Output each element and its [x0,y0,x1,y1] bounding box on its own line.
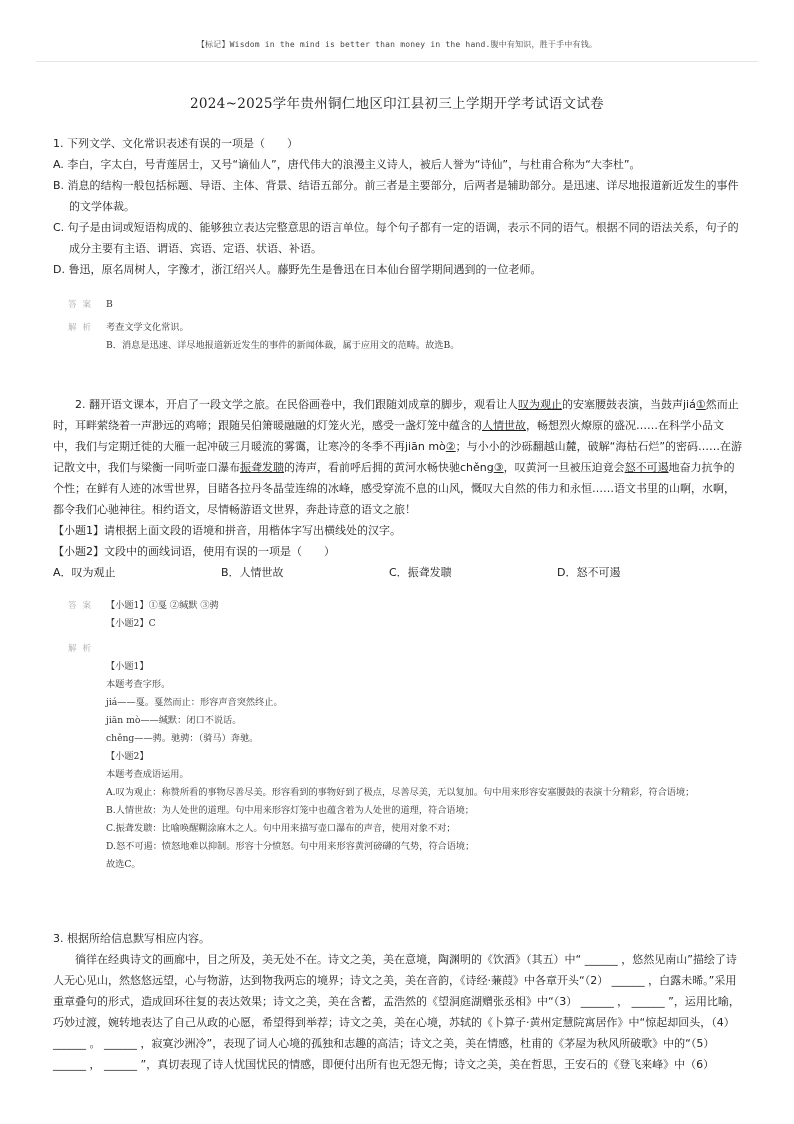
answer-value: B [106,299,113,310]
passage-text: ，畅想烈火燎原的盛况……在科学小品文中，我们与定期迁徙的大雁一起冲破三月暖流的雾霭，让寒冷的冬季不再jiān mò [53,419,724,453]
question-1-stem: 1. 下列文学、文化常识表述有误的一项是（ ） [53,137,298,150]
analysis-line: B．消息是迅速、详尽地报道新近发生的事件的新闻体裁，属于应用文的范畴。故选B。 [106,340,460,351]
analysis-label: 解析 [68,644,98,654]
page-title: 2024~2025学年贵州铜仁地区印江县初三上学期开学考试语文试卷 [190,96,604,112]
underlined-word: 怒不可遏 [624,461,669,474]
analysis-line: B.人情世故：为人处世的道理。句中用来形容灯笼中也蕴含着为人处世的道理，符合语境； [106,805,474,816]
passage-text: ，叹黄河一旦被压迫竟会 [503,461,625,474]
analysis-line: C.振聋发聩：比喻唤醒糊涂麻木之人。句中用来描写壶口瀑布的声音，使用对象不对； [106,823,456,834]
question-1-answer-block [68,296,728,362]
header-divider [36,61,758,62]
question-2-options [53,562,743,583]
answer-label: 答案 [68,300,98,310]
question-2 [53,394,743,583]
question-2-option-a: A．叹为观止 [53,566,116,579]
passage-text: 2. 翻开语文课本，开启了一段文学之旅。在民俗画卷中，我们跟随刘成章的脚步，观看让人 [75,398,518,411]
question-2-option-c: C．振聋发聩 [389,566,452,579]
underlined-word: 振聋发聩 [240,461,284,474]
analysis-line: 考查文学文化常识。 [106,322,189,333]
blank-marker: ③ [493,461,504,474]
passage-text: ；与小小的沙砾翻越山麓，破解“海枯石烂”的密码……在游记散文中，我们与梁衡一同听壶口瀑布 [53,440,743,474]
analysis-line: 故选C。 [106,859,141,870]
analysis-line: A.叹为观止：称赞所看的事物尽善尽美。形容看到的事物好到了极点，尽善尽美，无以复加。句中用来形容安塞腰鼓的表演十分精彩，符合语境； [106,787,695,798]
question-1-option-d: D. 鲁迅，原名周树人，字豫才，浙江绍兴人。藤野先生是鲁迅在日本仙台留学期间遇到的一位老师。 [53,263,542,276]
analysis-line: 本题考查字形。 [106,679,171,690]
analysis-line: chěng——骋。驰骋：（骑马）奔驰。 [106,733,259,744]
question-3 [53,928,743,1075]
answer-line: 【小题1】①戛 ②缄默 ③骋 [106,600,219,611]
question-3-stem: 3. 根据所给信息默写相应内容。 [53,932,210,945]
question-2-answer-block [68,597,728,897]
question-2-passage [53,394,743,520]
analysis-line: jiān mò——缄默：闭口不说话。 [106,715,242,726]
passage-text: 的涛声，看前呼后拥的黄河水畅快驰chěng [284,461,494,474]
question-1-option-b: B. 消息的结构一般包括标题、导语、主体、背景、结语五部分。前三者是主要部分，后两者是辅助部分。是迅速、详尽地报道新近发生的事件的文学体裁。 [53,179,739,213]
question-1 [53,133,743,280]
answer-line: 【小题2】C [106,618,156,629]
underlined-word: 叹为观止 [518,398,562,411]
analysis-line: 【小题1】 [106,661,149,672]
question-2-sub2: 【小题2】文段中的画线词语，使用有误的一项是（ ） [53,545,335,558]
question-2-sub1: 【小题1】请根据上面文段的语境和拼音，用楷体字写出横线处的汉字。 [53,524,401,537]
analysis-line: 本题考查成语运用。 [106,769,189,780]
question-2-option-b: B．人情世故 [221,566,284,579]
question-3-text: 徜徉在经典诗文的画廊中，目之所及，美无处不在。诗文之美，美在意境，陶渊明的《饮酒》（其五）中“ ______ ，悠然见南山”描绘了诗人无心见山，然悠悠远望，心与物游，达到物我两忘的境界；诗文之美，美在音韵，《诗经·蒹葭》中各章开头“（2） ______ ，白露未晞。”采用重章叠句的形式，造成回环往复的表达效果；诗文之美，美在含蓄，孟浩然的《望洞庭湖赠张丞相》中“（3） ______ ， ______ ”，运用比喻，巧妙过渡，婉转地表达了自己从政的心愿，希望得到举荐；诗文之美，美在心境，苏轼的《卜算子·黄州定慧院寓居作》中“惊起却回头，（4） ______ 。 ______ ，寂寞沙洲冷”，表现了词人心境的孤独和志趣的高洁；诗文之美，美在情感，杜甫的《茅屋为秋风所破歌》中的“（5） ______ ， ______ ”，真切表现了诗人忧国忧民的情感，即便付出所有也无怨无悔；诗文之美，美在哲思，王安石的《登飞来峰》中（6） [53,953,740,1071]
underlined-word: 人情世故 [482,419,526,432]
answer-label: 答案 [68,601,98,611]
question-2-option-d: D．怒不可遏 [557,566,621,579]
analysis-line: jiá——戛。戛然而止：形容声音突然终止。 [106,697,283,708]
analysis-line: 【小题2】 [106,751,149,762]
analysis-line: D.怒不可遏：愤怒地难以抑制。形容十分愤怒。句中用来形容黄河磅礴的气势，符合语境； [106,841,475,852]
header-note: 【标记】Wisdom in the mind is better than money in the hand.腹中有知识，胜于手中有钱。 [196,40,598,49]
blank-marker: ① [695,398,706,411]
passage-text: 的安塞腰鼓表演，当鼓声jiá [562,398,696,411]
blank-marker: ② [445,440,456,453]
analysis-label: 解析 [68,323,98,333]
passage-text: 地奋力抗争的个性；在鲜有人迹的冰雪世界，目睹各拉丹冬晶莹连绵的冰峰，感受穿流不息的山风，慨叹大自然的伟力和永恒……语文书里的山啊，水啊，都令我们心驰神往。相约语文，尽情畅游语文世界，奔赴诗意的语文之旅！ [53,461,735,516]
question-1-option-c: C. 句子是由词或短语构成的、能够独立表达完整意思的语言单位。每个句子都有一定的语调，表示不同的语气。根据不同的语法关系，句子的成分主要有主语、谓语、宾语、定语、状语、补语。 [53,221,739,255]
passage-text: 然而止时，耳畔萦绕着一声渺远的鸡啼；跟随吴伯箫暖融融的灯笼火光，感受一盏灯笼中蕴含的 [53,398,739,432]
question-1-option-a: A. 李白，字太白，号青莲居士，又号“谪仙人”，唐代伟大的浪漫主义诗人，被后人誉为“诗仙”，与杜甫合称为“大李杜”。 [53,158,641,171]
